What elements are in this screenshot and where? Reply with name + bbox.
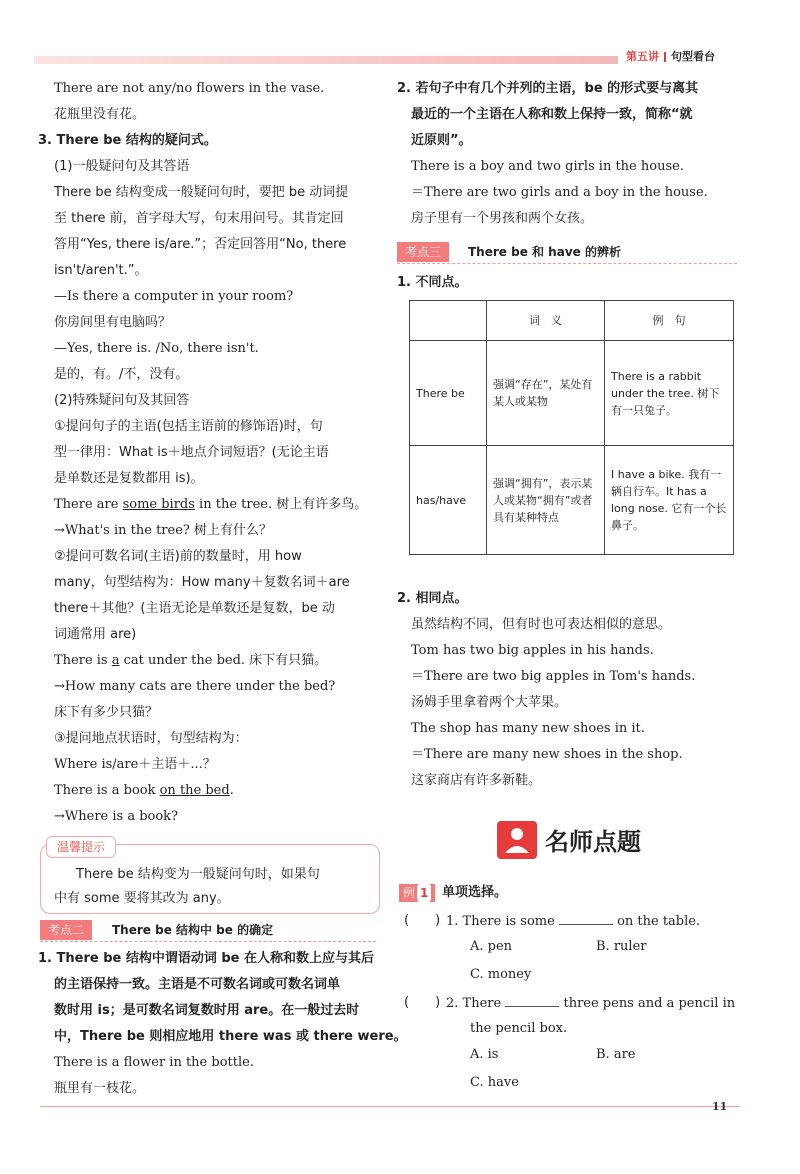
tip-label: 温馨提示 — [46, 836, 116, 858]
text-line: 花瓶里没有花。 — [54, 107, 146, 122]
text-line — [54, 652, 327, 670]
key-point-tag: 考点二 — [40, 920, 92, 940]
section-title: 名师点题 — [545, 828, 641, 856]
example-label: 例 — [403, 886, 416, 900]
text-line: ＝There are two girls and a boy in the house. — [411, 185, 708, 200]
underlined-phrase: some birds — [122, 497, 195, 512]
text-line: →Where is a book? — [54, 809, 179, 824]
text-line: There be 结构变成一般疑问句时，要把 be 动词提 — [54, 185, 349, 200]
option[interactable]: B. are — [596, 1047, 636, 1062]
teacher-icon — [497, 821, 537, 859]
text-line: —Yes, there is. /No, there isn't. — [54, 341, 259, 356]
text-line: 瓶里有一枝花。 — [54, 1081, 146, 1096]
text-line: many，句型结构为：How many＋复数名词＋are — [54, 575, 350, 590]
subheading: 2. 相同点。 — [397, 591, 468, 606]
text-line: (1)一般疑问句及其答语 — [54, 159, 190, 174]
text-span: . — [229, 783, 234, 798]
table-row — [410, 341, 734, 446]
example-badge — [399, 884, 435, 902]
underlined-phrase: a — [111, 653, 120, 668]
key-point-title: There be 和 have 的辨析 — [468, 245, 621, 259]
text-span: There are — [54, 497, 123, 512]
text-span: There is — [54, 653, 112, 668]
text-line: —Is there a computer in your room? — [54, 289, 294, 304]
text-line: ＝There are many new shoes in the shop. — [411, 747, 683, 762]
text-line: Where is/are＋主语＋...？ — [54, 757, 216, 772]
text-span: 2. There — [446, 996, 502, 1011]
dashed-divider — [40, 941, 376, 942]
table-header-cell: 词 义 — [487, 301, 605, 341]
example-number: 1 — [417, 884, 431, 902]
text-line: 近原则”。 — [411, 133, 472, 148]
text-line: there＋其他？(主语无论是单数还是复数，be 动 — [54, 601, 335, 616]
text-line: 的主语保持一致。主语是不可数名词或可数名词单 — [54, 977, 341, 992]
lecture-label: 第五讲 — [626, 50, 659, 63]
text-line: 中，There be 则相应地用 there was 或 there were。 — [54, 1029, 407, 1044]
text-line: ＝There are two big apples in Tom's hands. — [411, 669, 696, 684]
text-line — [54, 782, 234, 800]
text-line: 是单数还是复数都用 is)。 — [54, 471, 204, 486]
option[interactable]: A. pen — [470, 939, 513, 954]
text-span: three pens and a pencil in — [563, 996, 736, 1011]
text-line: (2)特殊疑问句及其回答 — [54, 393, 190, 408]
comparison-table — [409, 300, 734, 555]
footer-rule — [40, 1106, 740, 1107]
key-point-title: There be 结构中 be 的确定 — [112, 923, 274, 937]
header-bar — [34, 56, 618, 64]
table-cell: I have a bike. 我有一辆自行车。It has a long nose. 它有一个长鼻子。 — [605, 446, 734, 555]
tip-text: There be 结构变为一般疑问句时，如果句 — [76, 867, 320, 882]
text-line — [54, 496, 367, 514]
table-header-row — [410, 301, 734, 341]
table-header-cell — [410, 301, 487, 341]
exercise-title: 单项选择。 — [442, 885, 508, 900]
text-span: 1. There is some — [446, 914, 555, 929]
question-text: the pencil box. — [470, 1021, 568, 1036]
text-span: cat under the bed. 床下有只猫。 — [119, 653, 328, 668]
answer-bracket: ( ) — [404, 913, 441, 928]
option[interactable]: C. have — [470, 1075, 519, 1090]
text-line: 这家商店有许多新鞋。 — [411, 773, 542, 788]
tip-text: 中有 some 要将其改为 any。 — [54, 891, 230, 906]
option[interactable]: A. is — [470, 1047, 499, 1062]
teacher-icon-graphic — [497, 821, 537, 859]
text-line: 1. There be 结构中谓语动词 be 在人称和数上应与其后 — [38, 951, 375, 966]
text-line: 你房间里有电脑吗？ — [54, 315, 172, 330]
text-line: 2. 若句子中有几个并列的主语，be 的形式要与离其 — [397, 81, 699, 96]
table-row — [410, 446, 734, 555]
section-heading: 3. There be 结构的疑问式。 — [38, 133, 217, 148]
subheading: 1. 不同点。 — [397, 275, 468, 290]
table-cell: has/have — [410, 446, 487, 555]
text-line: There are not any/no flowers in the vase. — [54, 81, 325, 96]
answer-bracket: ( ) — [404, 995, 441, 1010]
option[interactable]: C. money — [470, 967, 532, 982]
text-span: There is a book — [54, 783, 160, 798]
table-cell: 强调“存在”，某处有某人或某物 — [487, 341, 605, 446]
text-span: in the tree. 树上有许多鸟。 — [194, 497, 368, 512]
text-line: There is a flower in the bottle. — [54, 1055, 254, 1070]
answer-blank[interactable] — [559, 912, 613, 925]
text-line: →How many cats are there under the bed? — [54, 679, 336, 694]
text-line: 至 there 前，首字母大写，句末用问号。其肯定回 — [54, 211, 344, 226]
header-divider — [664, 52, 666, 62]
text-line: →What's in the tree? 树上有什么？ — [54, 523, 272, 538]
text-line: The shop has many new shoes in it. — [411, 721, 645, 736]
text-line: 汤姆手里拿着两个大苹果。 — [411, 695, 568, 710]
page-number: 11 — [712, 1100, 728, 1113]
text-span: on the table. — [617, 914, 701, 929]
section-label: 句型看台 — [671, 50, 715, 63]
underlined-phrase: on the bed — [159, 783, 230, 798]
table-cell: There is a rabbit under the tree. 树下有一只兔子。 — [605, 341, 734, 446]
text-line: 是的，有。/不，没有。 — [54, 367, 189, 382]
question-text — [446, 912, 700, 931]
text-line: 答用“Yes, there is/are.”；否定回答用“No, there — [54, 237, 347, 252]
answer-blank[interactable] — [505, 994, 559, 1007]
text-line: 数时用 is；是可数名词复数时用 are。在一般过去时 — [54, 1003, 360, 1018]
text-line: 词通常用 are) — [54, 627, 137, 642]
text-line: 虽然结构不同，但有时也可表达相似的意思。 — [411, 617, 672, 632]
dashed-divider — [397, 263, 737, 264]
text-line: 型一律用：What is＋地点介词短语？(无论主语 — [54, 445, 329, 460]
text-line: 房子里有一个男孩和两个女孩。 — [411, 211, 594, 226]
text-line: ③提问地点状语时，句型结构为： — [54, 731, 248, 746]
option[interactable]: B. ruler — [596, 939, 647, 954]
text-line: ②提问可数名词(主语)前的数量时，用 how — [54, 549, 302, 564]
table-cell: There be — [410, 341, 487, 446]
table-cell: 强调“拥有”，表示某人或某物“拥有”或者具有某种特点 — [487, 446, 605, 555]
header-label — [626, 48, 715, 64]
text-line: 床下有多少只猫？ — [54, 705, 159, 720]
text-line: 最近的一个主语在人称和数上保持一致，简称“就 — [411, 107, 693, 122]
text-line: There is a boy and two girls in the house. — [411, 159, 684, 174]
text-line: Tom has two big apples in his hands. — [411, 643, 654, 658]
text-line: isn't/aren't.”。 — [54, 263, 148, 278]
table-header-cell: 例 句 — [605, 301, 734, 341]
question-text — [446, 994, 735, 1013]
key-point-tag: 考点三 — [397, 242, 449, 262]
text-line: ①提问句子的主语(包括主语前的修饰语)时，句 — [54, 419, 323, 434]
